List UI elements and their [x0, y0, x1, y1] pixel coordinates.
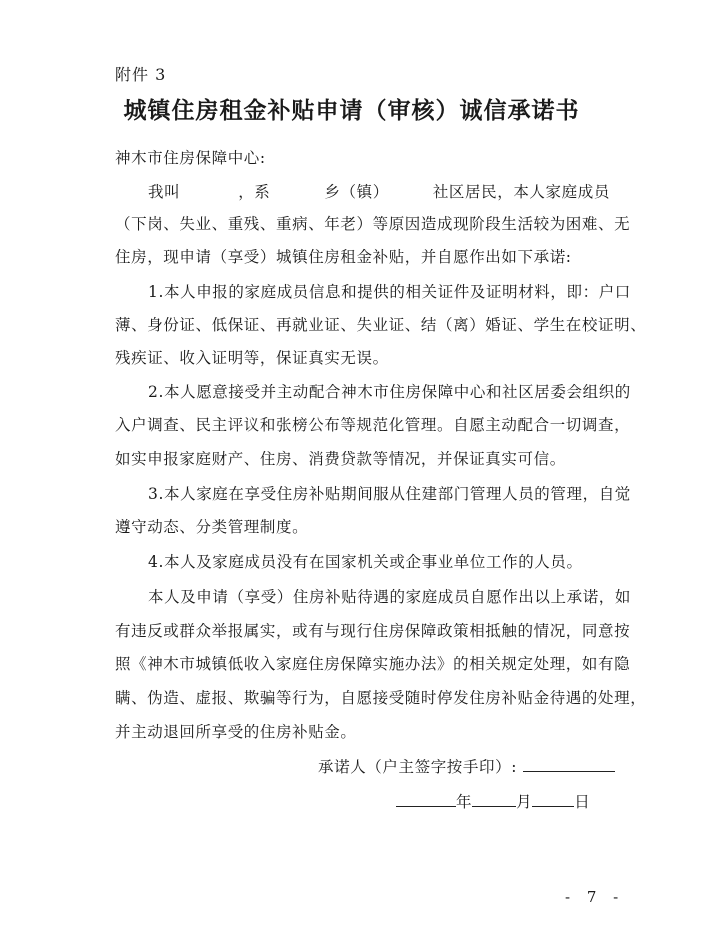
item-2-line-2: 入户调查、民主评议和张榜公布等规范化管理。自愿主动配合一切调查，: [115, 416, 631, 434]
page-number: - 7 -: [565, 888, 625, 906]
intro-line-3: 住房，现申请（享受）城镇住房租金补贴，并自愿作出如下承诺:: [115, 248, 572, 266]
closing-line-4: 瞒、伪造、虚报、欺骗等行为，自愿接受随时停发住房补贴金待遇的处理，: [115, 689, 647, 707]
year-label: 年: [456, 793, 473, 811]
closing-line-2: 有违反或群众举报属实，或有与现行住房保障政策相抵触的情况，同意按: [115, 622, 631, 640]
document-title: 城镇住房租金补贴申请（审核）诚信承诺书: [123, 98, 580, 124]
intro-township-prefix: ，系: [238, 183, 271, 201]
day-field[interactable]: [532, 792, 574, 807]
intro-line-1: [115, 180, 610, 202]
month-field[interactable]: [472, 792, 516, 807]
intro-name-label: 我叫: [148, 183, 181, 201]
signature-field[interactable]: [523, 757, 615, 772]
addressee: 神木市住房保障中心:: [115, 149, 266, 167]
item-1-line-3: 残疾证、收入证明等，保证真实无误。: [115, 349, 389, 367]
year-field[interactable]: [396, 792, 456, 807]
signature-label: 承诺人（户主签字按手印）:: [318, 758, 518, 776]
item-1-line-1: 1.本人申报的家庭成员信息和提供的相关证件及证明材料，即：户口: [148, 283, 631, 301]
intro-community-text: 社区居民，本人家庭成员: [432, 183, 610, 201]
day-label: 日: [574, 793, 591, 811]
annex-label: 附件 3: [115, 65, 167, 84]
item-4-line-1: 4.本人及家庭成员没有在国家机关或企事业单位工作的人员。: [148, 553, 583, 571]
closing-line-3: 照《神木市城镇低收入家庭住房保障实施办法》的相关规定处理，如有隐: [115, 655, 631, 673]
item-2-line-1: 2.本人愿意接受并主动配合神木市住房保障中心和社区居委会组织的: [148, 383, 631, 401]
month-label: 月: [516, 793, 533, 811]
intro-line-2: （下岗、失业、重残、重病、年老）等原因造成现阶段生活较为困难、无: [115, 215, 631, 233]
date-line: [396, 790, 590, 812]
item-3-line-2: 遵守动态、分类管理制度。: [115, 518, 309, 536]
closing-line-1: 本人及申请（享受）住房补贴待遇的家庭成员自愿作出以上承诺，如: [148, 588, 632, 606]
intro-township-label: 乡（镇）: [324, 183, 389, 201]
item-2-line-3: 如实申报家庭财产、住房、消费贷款等情况，并保证真实可信。: [115, 450, 566, 468]
item-1-line-2: 薄、身份证、低保证、再就业证、失业证、结（离）婚证、学生在校证明、: [115, 316, 647, 334]
signature-line: [318, 755, 615, 777]
item-3-line-1: 3.本人家庭在享受住房补贴期间服从住建部门管理人员的管理，自觉: [148, 485, 631, 503]
closing-line-5: 并主动退回所享受的住房补贴金。: [115, 723, 357, 741]
